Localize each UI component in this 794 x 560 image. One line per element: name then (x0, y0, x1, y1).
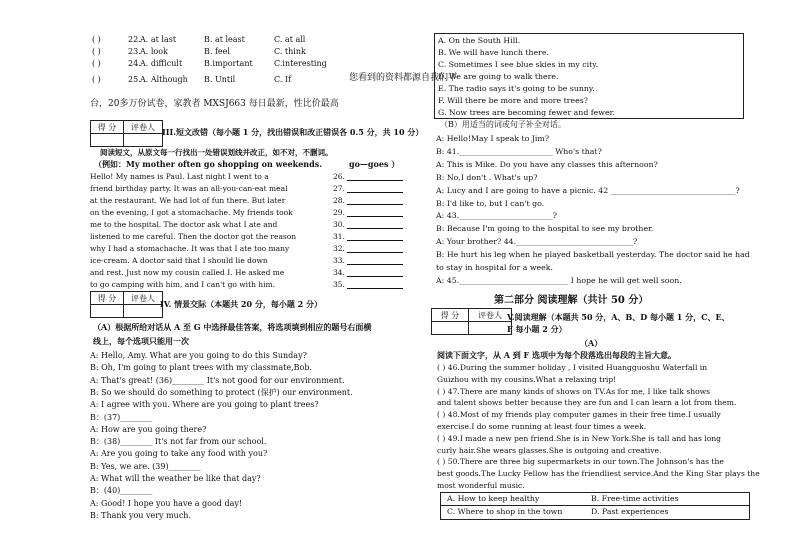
answer-number: 29. (333, 208, 345, 217)
score-table-section5 (431, 308, 512, 335)
option-a: A. look (140, 47, 168, 56)
dialogue-line: A: 45.____________________________ I hope he will get well soon. (436, 275, 682, 285)
dialogue-line: A: This is Mike. Do you have any classes this afternoon? (436, 159, 658, 169)
dialogue-line: B：(38)________ It's not far from our school. (90, 437, 267, 447)
paragraph-line: ( ) 49.I made a new pen friend.She is in New York.She is tall and has long (437, 433, 722, 443)
paragraph-line: ( ) 46.During the summer holiday , I visited Huangguoshu Waterfall in (437, 363, 708, 372)
passage-text: at the restaurant. We had lot of fun there. But later (90, 196, 286, 205)
passage-text: to go camping with him, and I can't go with him. (90, 280, 276, 289)
answer-blank[interactable] (347, 216, 403, 217)
option-c: C. at all (274, 35, 306, 44)
passage-text: listened to me careful. Then the doctor got the reason (90, 232, 297, 241)
dialogue-line: A: 43.________________________? (436, 211, 557, 221)
score-cell[interactable] (91, 134, 124, 147)
answer-paren[interactable]: ( ) (92, 75, 101, 84)
answer-number: 34. (333, 268, 345, 277)
score-header: 得 分 (91, 121, 124, 134)
answer-number: 33. (333, 256, 345, 265)
option-item: B. We will have lunch there. (438, 48, 549, 57)
answer-number: 30. (333, 220, 345, 229)
grader-cell[interactable] (124, 134, 163, 147)
option-b: B. at least (204, 35, 245, 44)
passage-text: and rest. Just now my cousin called I. He asked me (90, 268, 285, 277)
answer-number: 28. (333, 196, 345, 205)
option-a: A. difficult (140, 59, 183, 68)
passage-text: me to the hospital. The doctor ask what I ate and (90, 220, 278, 229)
option-item: C. Sometimes I see blue skies in my city. (438, 60, 599, 69)
section5-title-2: F 每小题 2 分） (507, 324, 567, 334)
option-b: B. feel (204, 47, 230, 56)
option-c: C.interesting (274, 59, 327, 68)
paragraph-line: and talent shows better because they are fun and I can learn a lot from them. (437, 398, 737, 408)
section3-example-fix: go—goes ） (349, 159, 400, 169)
dialogue-line: A: What will the weather be like that day? (90, 474, 261, 483)
grader-header: 评卷人 (124, 292, 163, 305)
option-a: A. Although (140, 75, 188, 84)
answer-number: 31. (333, 232, 345, 241)
section3-instructions: 阅读短文，从原文每一行找出一处错误划线并改正，如不对，不删词。 (100, 148, 333, 157)
score-header: 得 分 (432, 309, 469, 322)
dialogue-line: A: I agree with you. Where are you going to plant trees? (90, 400, 319, 410)
dialogue-line: to stay in hospital for a week. (436, 263, 553, 272)
question-number: 23. (128, 47, 141, 56)
section5-title-1: V.阅读理解（本题共 50 分，A、B、D 每小题 1 分，C、E、 (507, 312, 730, 322)
answer-blank[interactable] (347, 240, 403, 241)
answer-blank[interactable] (347, 180, 403, 181)
section5-a-label: （A） (580, 338, 603, 348)
paragraph-line: Guizhou with my cousins.What a relaxing trip! (437, 374, 617, 384)
passage-line (90, 280, 275, 290)
passage-text: friend birthday party. It was an all-you-can-eat meal (90, 184, 288, 193)
dialogue-line: A: Are you going to take any food with you? (90, 449, 268, 459)
answer-paren[interactable]: ( ) (92, 59, 101, 68)
options-box (434, 33, 744, 119)
dialogue-line: A: Good! I hope you have a good day! (90, 498, 243, 508)
score-cell[interactable] (432, 322, 469, 335)
error-correction-passage (90, 172, 410, 292)
option-c: C. think (274, 47, 306, 56)
answer-number: 26. (333, 172, 345, 181)
answer-blank[interactable] (347, 192, 403, 193)
passage-line (90, 232, 296, 242)
choice-item: C. Where to shop in the town (447, 507, 563, 516)
answer-number: 35. (333, 280, 345, 289)
section4-a-instructions-1: （A）根据所给对话从 A 至 G 中选择最佳答案，将选项填到相应的题号右面横 (93, 322, 372, 332)
option-item: G. Now trees are becoming fewer and fewer. (438, 108, 615, 117)
dialogue-line: B: No,I don't . What's up? (436, 172, 538, 182)
dialogue-line: B: 41.________________________ Who's that? (436, 146, 602, 156)
answer-blank[interactable] (347, 204, 403, 205)
choice-item: B. Free-time activities (591, 494, 679, 503)
choice-item: D. Past experiences (591, 507, 669, 516)
answer-number: 32. (333, 244, 345, 253)
option-b: B.important (204, 59, 253, 68)
paragraph-line: exercise.I do some running at least four times a week. (437, 422, 647, 431)
paragraph-line: ( ) 47.There are many kinds of shows on TV.As for me, I like talk shows (437, 386, 711, 396)
dialogue-line: B：(37)________ (90, 412, 153, 422)
passage-line (90, 172, 269, 182)
choices-box (440, 492, 750, 520)
section5-a-instructions: 阅读下面文字，从 A 到 F 选项中为每个段落选出每段的主旨大意。 (437, 350, 677, 360)
question-number: 25. (128, 75, 141, 84)
paragraph-line: ( ) 48.Most of my friends play computer games in their free time.I usually (437, 410, 721, 420)
passage-line (90, 220, 277, 230)
passage-text: why I had a stomachache. It was that I ate too many (90, 244, 290, 253)
option-item: A. On the South Hill. (438, 36, 521, 45)
score-header: 得 分 (91, 292, 124, 305)
score-table-section4 (90, 291, 163, 318)
dialogue-line: B: I'd like to, but I can't go. (436, 198, 545, 208)
answer-paren[interactable]: ( ) (92, 35, 101, 44)
answer-blank[interactable] (347, 288, 403, 289)
dialogue-line: B: Oh, I'm going to plant trees with my classmate,Bob. (90, 363, 312, 373)
passage-line (90, 244, 289, 254)
dialogue-line: B: Yes, we are. (39)________ (90, 461, 201, 471)
dialogue-line: A: How are you going there? (90, 424, 207, 434)
paragraph-line: most wonderful music. (437, 481, 525, 490)
score-table-section3 (90, 120, 163, 147)
paragraph-line: best goods.The Lucky Fellow has the friendliest service.And the King Star plays the (437, 469, 760, 479)
question-number: 22. (128, 35, 141, 44)
dialogue-line: B: Because I'm going to the hospital to see my brother. (436, 224, 654, 234)
dialogue-line: A: That's great! (36)________ It's not good for our environment. (90, 375, 345, 385)
passage-text: Hello! My names is Paul. Last night I went to a (90, 172, 269, 181)
dialogue-line: B：(40)________ (90, 486, 153, 496)
section3-example: （例如：My mother often go shopping on weekends. (94, 159, 322, 169)
paragraph-line: curly hair.She wears glasses.She is outgoing and creative. (437, 445, 662, 455)
answer-blank[interactable] (347, 264, 403, 265)
dialogue-line: A: Hello!May I speak to Jim? (436, 134, 549, 143)
section4-title: IV. 情景交际（本题共 20 分，每小题 2 分） (160, 299, 322, 309)
passage-text: on the evening, I got a stomachache. My friends took (90, 208, 293, 217)
watermark-line-1: 您看到的资料都源自我们平 (349, 73, 458, 83)
section-b-title: （B）用适当的词或句子补全对话。 (440, 120, 566, 129)
option-item: E. The radio says it's going to be sunny. (438, 84, 595, 93)
grader-cell[interactable] (469, 322, 512, 335)
grader-header: 评卷人 (469, 309, 512, 322)
option-item: F. Will there be more and more trees? (438, 96, 588, 105)
question-number: 24. (128, 59, 141, 68)
score-cell[interactable] (91, 305, 124, 318)
answer-blank[interactable] (347, 276, 403, 277)
dialogue-line: A: Lucy and I are going to have a picnic. 42 ________________________________? (436, 185, 740, 195)
option-b: B. Until (204, 75, 236, 84)
answer-paren[interactable]: ( ) (92, 47, 101, 56)
answer-blank[interactable] (347, 228, 403, 229)
option-c: C. If (274, 75, 292, 84)
paragraph-line: ( ) 50.There are three big supermarkets in our town.The Johnson's has the (437, 457, 724, 467)
passage-line (90, 196, 285, 206)
option-a: A. at last (140, 35, 177, 44)
watermark-line-2: 台，20多万份试卷，家教者 MXSJ663 每日最新，性比价最高 (90, 99, 339, 109)
answer-blank[interactable] (347, 252, 403, 253)
passage-line (90, 268, 284, 278)
option-item: D. We are going to walk there. (438, 72, 559, 81)
choice-item: A. How to keep healthy (447, 494, 540, 503)
section4-a-instructions-2: 线上，每个选项只能用一次 (93, 336, 189, 346)
dialogue-line: B: So we should do something to protect (保护) our environment. (90, 387, 353, 397)
dialogue-line: B: Thank you very much. (90, 510, 192, 520)
passage-text: ice-cream. A doctor said that I should lie down (90, 256, 268, 265)
passage-line (90, 184, 287, 194)
section3-title: III.短文改错（每小题 1 分，找出错误和改正错误各 0.5 分，共 10 分） (162, 127, 424, 137)
part2-title: 第二部分 阅读理解（共计 50 分） (494, 295, 649, 306)
passage-line (90, 256, 268, 266)
dialogue-line: A: Your brother? 44.______________________________? (436, 237, 638, 247)
passage-line (90, 208, 293, 218)
grader-header: 评卷人 (124, 121, 163, 134)
dialogue-line: A: Hello, Amy. What are you going to do this Sunday? (90, 351, 307, 360)
dialogue-line: B: He hurt his leg when he played basketball yesterday. The doctor said he had (436, 250, 750, 260)
answer-number: 27. (333, 184, 345, 193)
grader-cell[interactable] (124, 305, 163, 318)
